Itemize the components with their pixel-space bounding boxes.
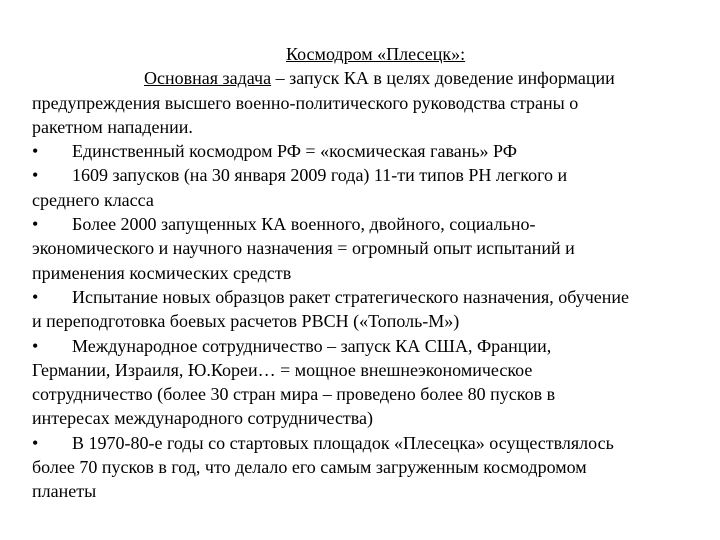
bullet-item (32, 334, 698, 358)
bullet-text: Более 2000 запущенных КА военного, двойного, социально- (72, 214, 536, 235)
bullet-text: 1609 запусков (на 30 января 2009 года) 11-ти типов РН легкого и (72, 165, 568, 186)
bullet-text-continuation: более 70 пусков в год, что делало его самым загруженным космодромом (32, 457, 587, 478)
bullet-icon: • (32, 286, 39, 307)
main-task-text: – запуск КА в целях доведение информации (271, 68, 615, 89)
bullet-text: В 1970-80-е годы со стартовых площадок «Плесецка» осуществлялось (72, 432, 614, 453)
bullet-text-continuation: применения космических средств (32, 262, 292, 283)
main-task-line (32, 66, 698, 90)
bullet-text-continuation: Германии, Израиля, Ю.Кореи… = мощное внешнеэкономическое (32, 359, 533, 380)
bullet-text-continuation: сотрудничество (более 30 стран мира – проведено более 80 пусков в (32, 384, 556, 405)
bullet-text: Единственный космодром РФ = «космическая гавань» РФ (72, 141, 517, 162)
bullet-text-continuation: планеты (32, 481, 97, 502)
slide-title: Космодром «Плесецк»: (286, 44, 466, 64)
bullet-item (32, 139, 698, 163)
bullet-text: Международное сотрудничество – запуск КА США, Франции, (72, 335, 552, 356)
bullet-text: Испытание новых образцов ракет стратегического назначения, обучение (72, 286, 630, 307)
bullet-icon: • (32, 165, 39, 186)
bullet-icon: • (32, 432, 39, 453)
main-task-label: Основная задача (144, 68, 272, 89)
bullet-text-continuation: интересах международного сотрудничества) (32, 408, 374, 429)
bullet-item (32, 212, 698, 236)
main-task-continuation: предупреждения высшего военно-политического руководства страны о (32, 92, 579, 113)
bullet-item (32, 431, 698, 455)
main-task-continuation: ракетном нападении. (32, 116, 193, 137)
bullet-text-continuation: среднего класса (32, 189, 154, 210)
bullet-text-continuation: экономического и научного назначения = огромный опыт испытаний и (32, 238, 575, 259)
bullet-item (32, 285, 698, 309)
bullet-icon: • (32, 141, 39, 162)
bullet-item (32, 163, 698, 187)
bullet-icon: • (32, 214, 39, 235)
text-block (32, 42, 698, 504)
bullet-icon: • (32, 335, 39, 356)
bullet-text-continuation: и переподготовка боевых расчетов РВСН («Тополь-М») (32, 311, 460, 332)
